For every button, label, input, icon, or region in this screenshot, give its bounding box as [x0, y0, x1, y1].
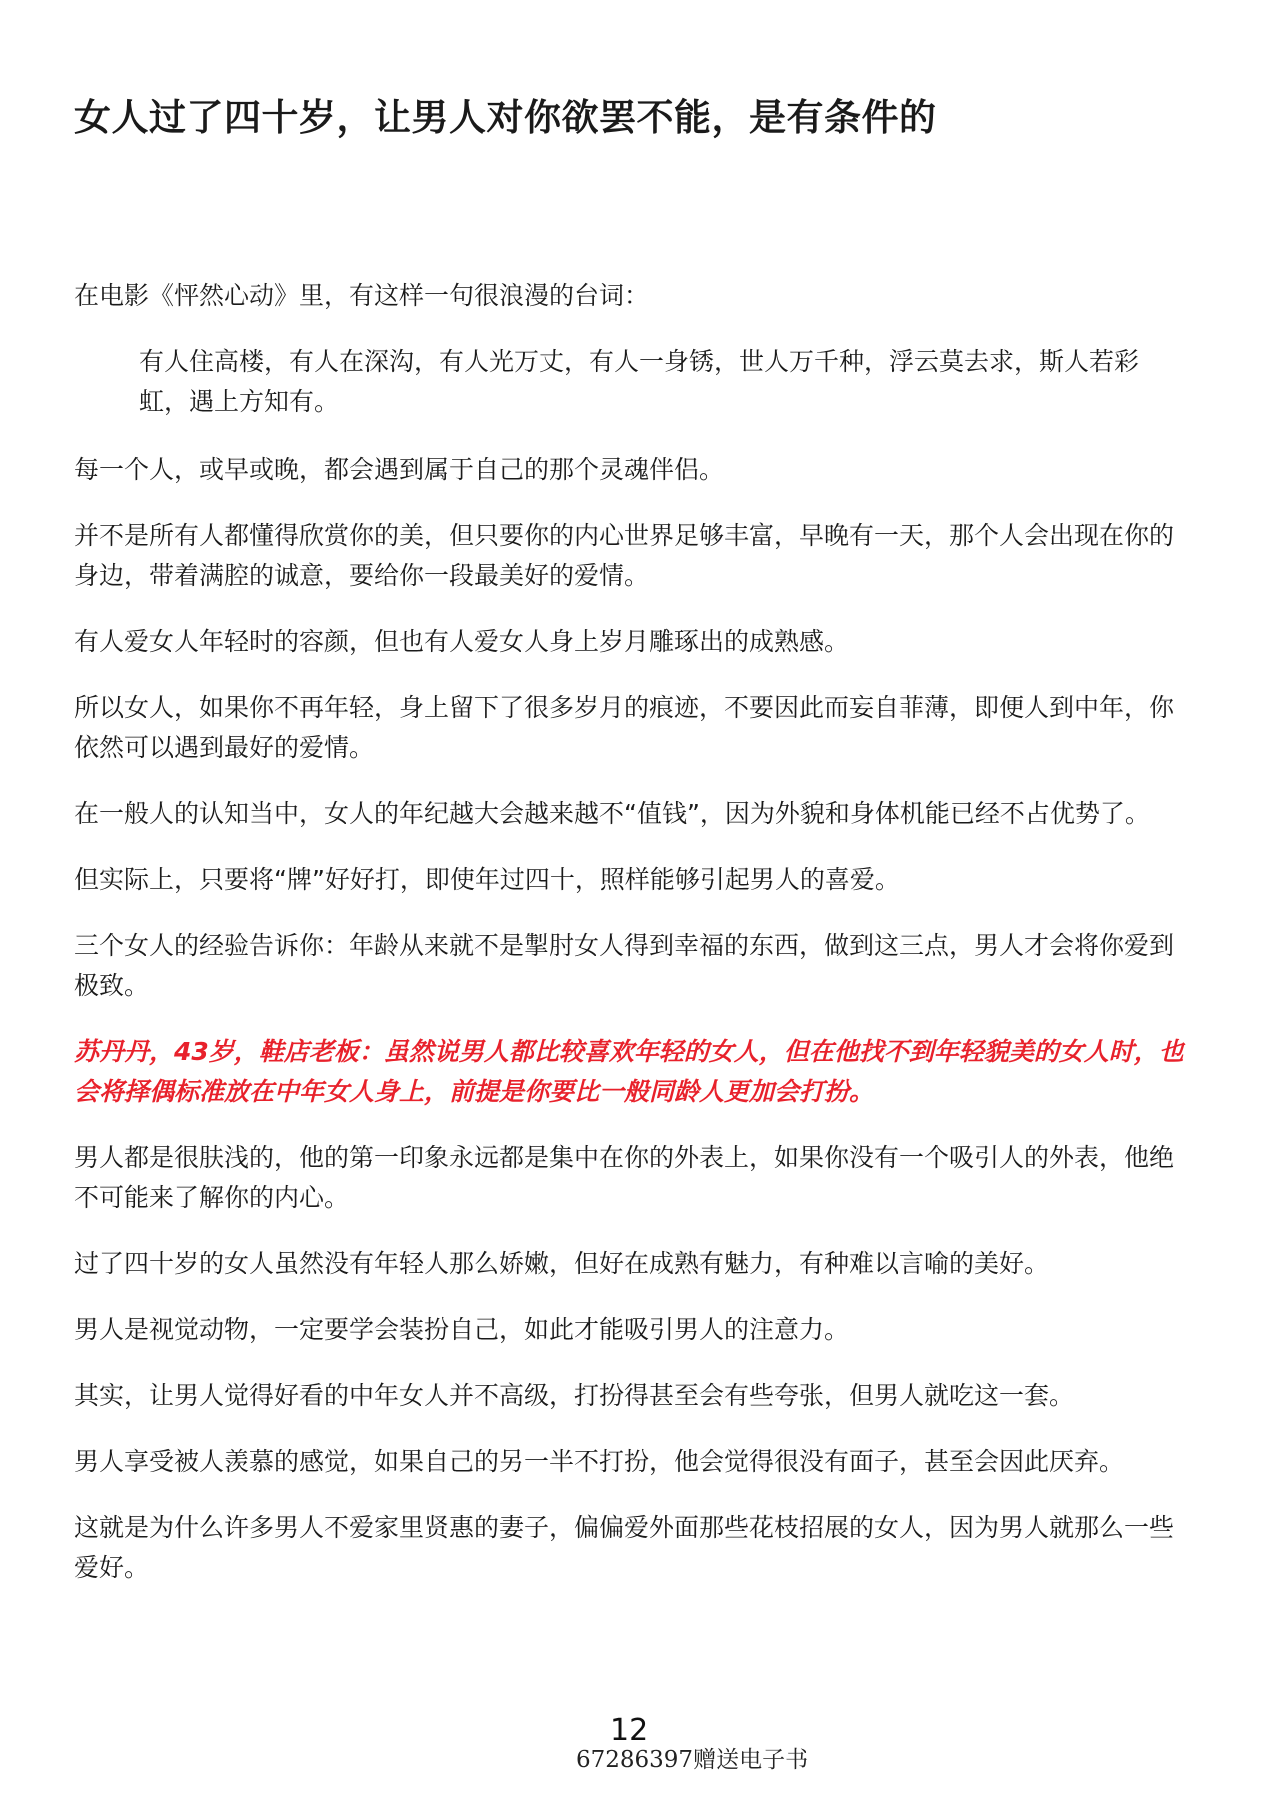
paragraph: 三个女人的经验告诉你：年龄从来就不是掣肘女人得到幸福的东西，做到这三点，男人才会将你爱到极致。	[74, 931, 1175, 1000]
paragraph: 男人都是很肤浅的，他的第一印象永远都是集中在你的外表上，如果你没有一个吸引人的外表，他绝不可能来了解你的内心。	[74, 1143, 1175, 1212]
highlighted-testimony: 苏丹丹，43岁，鞋店老板：虽然说男人都比较喜欢年轻的女人，但在他找不到年轻貌美的女人时，也会将择偶标准放在中年女人身上，前提是你要比一般同龄人更加会打扮。	[74, 1037, 1184, 1106]
paragraph: 有人爱女人年轻时的容颜，但也有人爱女人身上岁月雕琢出的成熟感。	[74, 627, 850, 656]
paragraph: 这就是为什么许多男人不爱家里贤惠的妻子，偏偏爱外面那些花枝招展的女人，因为男人就那么一些爱好。	[74, 1513, 1175, 1582]
paragraph: 每一个人，或早或晚，都会遇到属于自己的那个灵魂伴侣。	[74, 455, 725, 484]
paragraph: 所以女人，如果你不再年轻，身上留下了很多岁月的痕迹，不要因此而妄自菲薄，即便人到中年，你依然可以遇到最好的爱情。	[74, 693, 1175, 762]
watermark-text: 67286397赠送电子书	[576, 1747, 809, 1773]
article-body	[74, 276, 1188, 1614]
paragraph: 但实际上，只要将“牌”好好打，即使年过四十，照样能够引起男人的喜爱。	[74, 865, 900, 894]
paragraph: 男人是视觉动物，一定要学会装扮自己，如此才能吸引男人的注意力。	[74, 1315, 850, 1344]
movie-quote: 有人住高楼，有人在深沟，有人光万丈，有人一身锈，世人万千种，浮云莫去求，斯人若彩虹，遇上方知有。	[139, 347, 1140, 416]
paragraph-intro: 在电影《怦然心动》里，有这样一句很浪漫的台词：	[74, 281, 650, 310]
paragraph: 并不是所有人都懂得欣赏你的美，但只要你的内心世界足够丰富，早晚有一天，那个人会出现在你的身边，带着满腔的诚意，要给你一段最美好的爱情。	[74, 521, 1175, 590]
page-number: 12	[610, 1713, 649, 1748]
paragraph: 其实，让男人觉得好看的中年女人并不高级，打扮得甚至会有些夸张，但男人就吃这一套。	[74, 1381, 1075, 1410]
paragraph: 男人享受被人羡慕的感觉，如果自己的另一半不打扮，他会觉得很没有面子，甚至会因此厌弃。	[74, 1447, 1125, 1476]
paragraph: 在一般人的认知当中，女人的年纪越大会越来越不“值钱”，因为外貌和身体机能已经不占优势了。	[74, 799, 1150, 828]
page-title: 女人过了四十岁，让男人对你欲罢不能，是有条件的	[74, 96, 937, 139]
paragraph: 过了四十岁的女人虽然没有年轻人那么娇嫩，但好在成熟有魅力，有种难以言喻的美好。	[74, 1249, 1050, 1278]
